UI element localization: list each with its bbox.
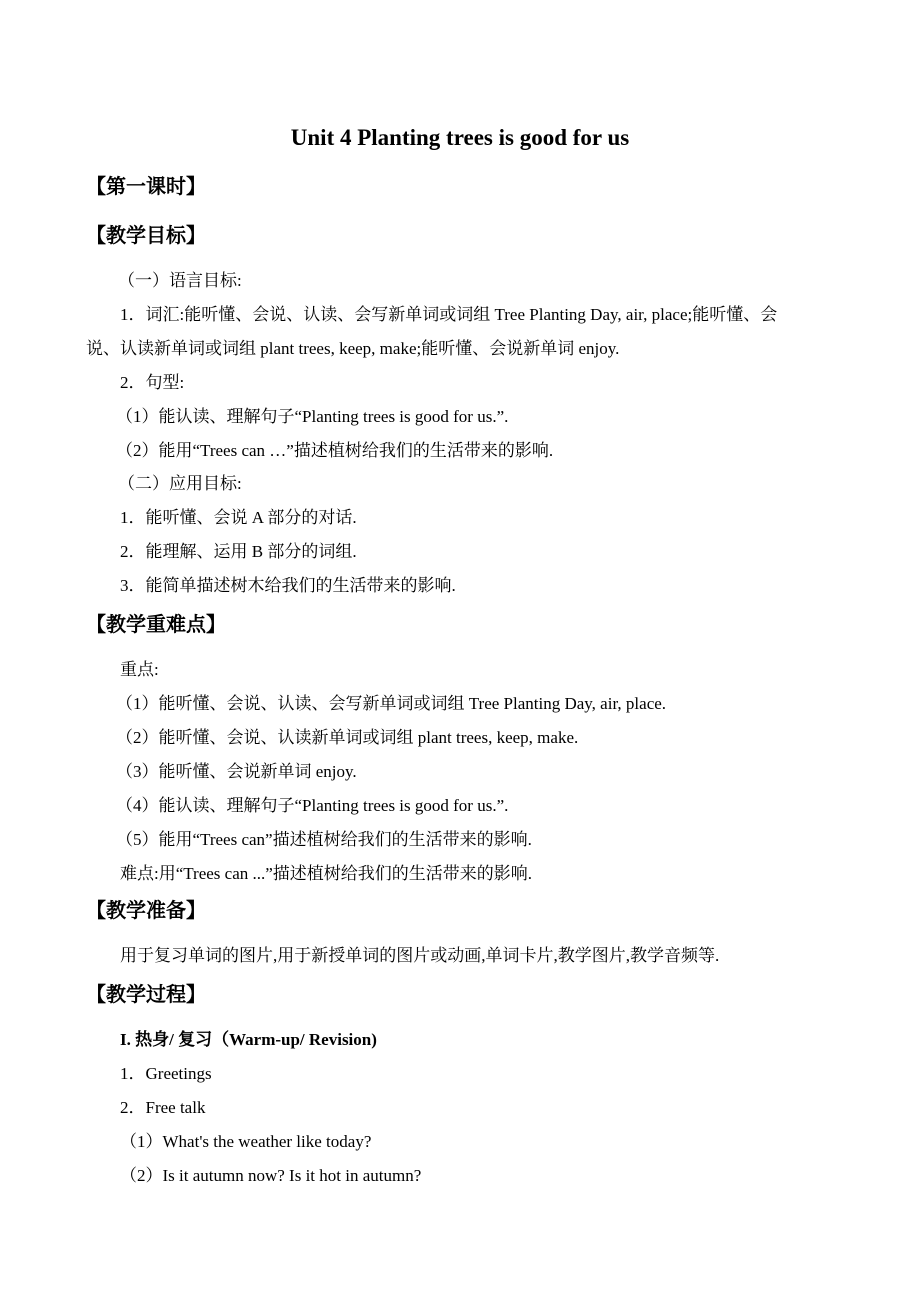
step-1-item: （1）What's the weather like today? xyxy=(120,1132,372,1151)
key-point-item: （3）能听懂、会说新单词 enjoy. xyxy=(116,762,357,781)
objectives-heading: 【教学目标】 xyxy=(86,223,206,247)
step-1-item: 1．Greetings xyxy=(120,1064,212,1083)
application-item-2: 2．能理解、运用 B 部分的词组. xyxy=(120,542,357,561)
vocab-line-2: 说、认读新单词或词组 plant trees, keep, make;能听懂、会说新单词 enjoy. xyxy=(86,339,620,358)
application-goal-label: （二）应用目标: xyxy=(118,474,242,493)
lesson-label: 【第一课时】 xyxy=(86,174,206,198)
preparation-text: 用于复习单词的图片,用于新授单词的图片或动画,单词卡片,教学图片,教学音频等. xyxy=(120,946,720,965)
language-goal-label: （一）语言目标: xyxy=(118,271,242,290)
step-1-title: I. 热身/ 复习（Warm-up/ Revision) xyxy=(120,1030,377,1049)
step-1-item: 2．Free talk xyxy=(120,1098,206,1117)
key-point-item: （5）能用“Trees can”描述植树给我们的生活带来的影响. xyxy=(116,830,532,849)
sentence-label: 2．句型: xyxy=(120,373,185,392)
preparation-heading: 【教学准备】 xyxy=(86,898,206,922)
key-point-item: （2）能听懂、会说、认读新单词或词组 plant trees, keep, make. xyxy=(116,728,579,747)
application-item-1: 1．能听懂、会说 A 部分的对话. xyxy=(120,508,357,527)
step-1-item: （2）Is it autumn now? Is it hot in autumn? xyxy=(120,1166,422,1185)
key-point-item: （4）能认读、理解句子“Planting trees is good for us.”. xyxy=(116,796,509,815)
process-heading: 【教学过程】 xyxy=(86,982,206,1006)
difficulty-line: 难点:用“Trees can ...”描述植树给我们的生活带来的影响. xyxy=(120,864,533,883)
sentence-item-2: （2）能用“Trees can …”描述植树给我们的生活带来的影响. xyxy=(116,441,554,460)
key-points-heading: 【教学重难点】 xyxy=(86,612,226,636)
vocab-line-1: 1．词汇:能听懂、会说、认读、会写新单词或词组 Tree Planting Day, air, place;能听懂、会 xyxy=(120,305,778,324)
document-title: Unit 4 Planting trees is good for us xyxy=(290,125,630,150)
key-point-item: （1）能听懂、会说、认读、会写新单词或词组 Tree Planting Day, air, place. xyxy=(116,694,667,713)
application-item-3: 3．能简单描述树木给我们的生活带来的影响. xyxy=(120,576,456,595)
sentence-item-1: （1）能认读、理解句子“Planting trees is good for us.”. xyxy=(116,407,509,426)
key-label: 重点: xyxy=(120,660,159,679)
